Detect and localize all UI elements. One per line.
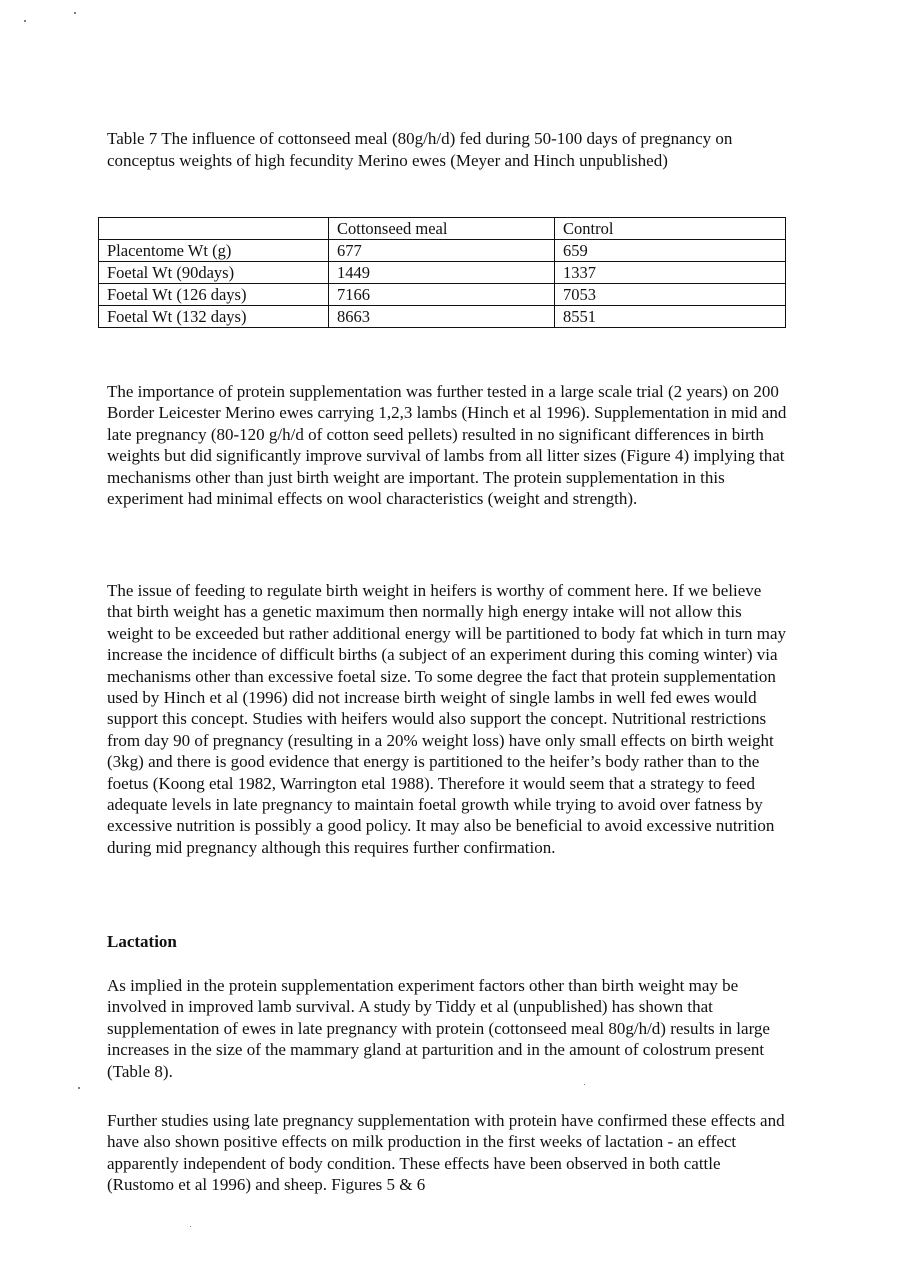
table-cell: 7053 xyxy=(555,284,786,306)
table-cell: 7166 xyxy=(329,284,555,306)
table-row xyxy=(99,262,786,284)
table-header-cell: Cottonseed meal xyxy=(329,218,555,240)
section-heading: Lactation xyxy=(107,932,177,951)
table-cell: 8551 xyxy=(555,306,786,328)
table-cell: 1337 xyxy=(555,262,786,284)
scan-speck xyxy=(190,1226,191,1227)
table-caption: Table 7 The influence of cottonseed meal (80g/h/d) fed during 50-100 days of pregnancy on conceptus weights of high fecundity Merino ewes (Meyer and Hinch unpublished) xyxy=(107,129,733,170)
table-cell: 8663 xyxy=(329,306,555,328)
body-paragraph: As implied in the protein supplementation experiment factors other than birth weight may be involved in improved lamb survival. A study by Tiddy et al (unpublished) has shown that supplementation of ewes in late pregnancy with protein (cottonseed meal 80g/h/d) results in large increases in the size of the mammary gland at parturition and in the amount of colostrum present (Table 8). xyxy=(107,976,770,1081)
table-cell: 677 xyxy=(329,240,555,262)
table-cell: Foetal Wt (90days) xyxy=(99,262,329,284)
table-header-row xyxy=(99,218,786,240)
body-paragraph: Further studies using late pregnancy supplementation with protein have confirmed these effects and have also shown positive effects on milk production in the first weeks of lactation - an effect apparently independent of body condition. These effects have been observed in both cattle (Rustomo et al 1996) and sheep. Figures 5 & 6 xyxy=(107,1111,785,1195)
table-row xyxy=(99,240,786,262)
scan-speck xyxy=(24,20,26,22)
table-cell: Foetal Wt (126 days) xyxy=(99,284,329,306)
table-cell: Foetal Wt (132 days) xyxy=(99,306,329,328)
table-row xyxy=(99,284,786,306)
table-row xyxy=(99,306,786,328)
scan-speck xyxy=(74,12,76,14)
table-cell: 659 xyxy=(555,240,786,262)
table-cell: 1449 xyxy=(329,262,555,284)
table-header-cell: Control xyxy=(555,218,786,240)
scan-speck xyxy=(584,1084,585,1085)
table-header-cell xyxy=(99,218,329,240)
body-paragraph: The importance of protein supplementation was further tested in a large scale trial (2 years) on 200 Border Leicester Merino ewes carrying 1,2,3 lambs (Hinch et al 1996). Supplementation in mid and late pregnancy (80-120 g/h/d of cotton seed pellets) resulted in no significant differences in birth weights but did significantly improve survival of lambs from all litter sizes (Figure 4) implying that mechanisms other than just birth weight are important. The protein supplementation in this experiment had minimal effects on wool characteristics (weight and strength). xyxy=(107,382,787,509)
table-cell: Placentome Wt (g) xyxy=(99,240,329,262)
body-paragraph: The issue of feeding to regulate birth weight in heifers is worthy of comment here. If we believe that birth weight has a genetic maximum then normally high energy intake will not allow this weight to be exceeded but rather additional energy will be partitioned to body fat which in turn may increase the incidence of difficult births (a subject of an experiment during this coming winter) via mechanisms other than excessive foetal size. To some degree the fact that protein supplementation used by Hinch et al (1996) did not increase birth weight of single lambs in well fed ewes would support this concept. Studies with heifers would also support the concept. Nutritional restrictions from day 90 of pregnancy (resulting in a 20% weight loss) have only small effects on birth weight (3kg) and there is good evidence that energy is partitioned to the heifer’s body rather than to the foetus (Koong etal 1982, Warrington etal 1988). Therefore it would seem that a strategy to feed adequate levels in late pregnancy to maintain foetal growth while trying to avoid over fatness by excessive nutrition is possibly a good policy. It may also be beneficial to avoid excessive nutrition during mid pregnancy although this requires further confirmation. xyxy=(107,581,787,857)
data-table xyxy=(98,217,786,328)
scan-speck xyxy=(78,1087,80,1089)
